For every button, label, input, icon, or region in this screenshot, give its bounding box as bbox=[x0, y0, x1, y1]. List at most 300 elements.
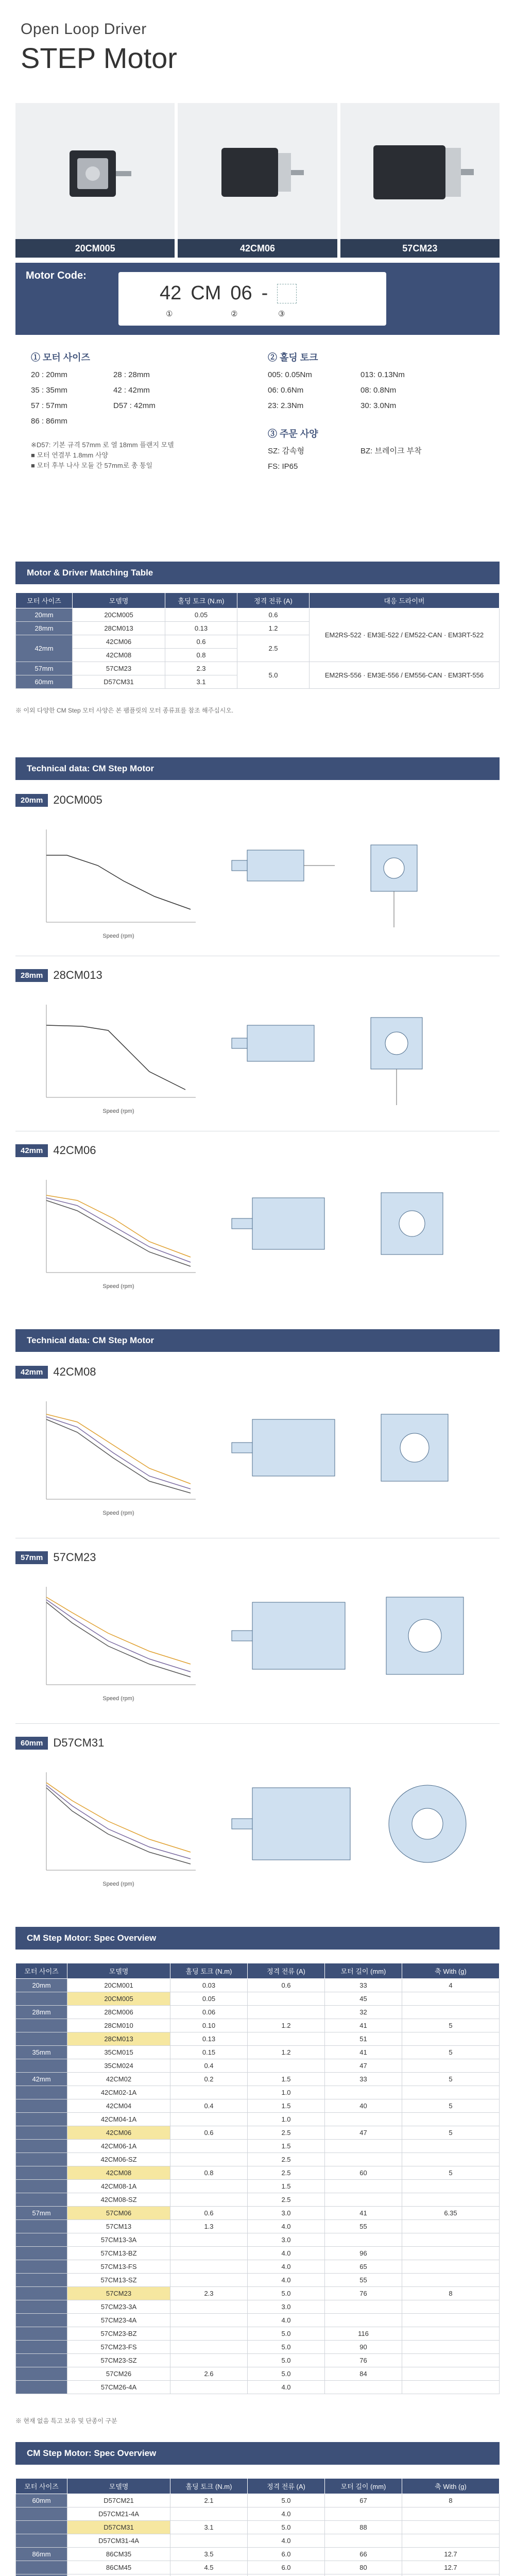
photo-caption: 42CM06 bbox=[178, 239, 337, 258]
table-cell: 0.13 bbox=[165, 622, 237, 635]
table-cell: 4.0 bbox=[248, 2247, 325, 2260]
table-cell: 42CM06 bbox=[73, 635, 165, 649]
table-cell: 42CM08-SZ bbox=[67, 2193, 170, 2207]
table-cell: 42mm bbox=[16, 2073, 67, 2086]
motor-tag bbox=[15, 1736, 104, 1750]
table-cell: 0.2 bbox=[170, 2073, 248, 2086]
table-row bbox=[16, 2274, 500, 2287]
table-cell: EM2RS-522 · EM3E-522 / EM522-CAN · EM3RT-522 bbox=[310, 608, 500, 662]
table-cell bbox=[402, 2534, 500, 2548]
table-cell bbox=[325, 2113, 402, 2126]
legend-item: 86 : 86mm bbox=[31, 417, 67, 426]
table-cell: 4.5 bbox=[170, 2561, 248, 2574]
table-cell bbox=[170, 2327, 248, 2341]
table-cell: 42CM06-SZ bbox=[67, 2153, 170, 2166]
table-cell bbox=[325, 2300, 402, 2314]
table-cell: 57CM13 bbox=[67, 2220, 170, 2233]
table-cell bbox=[16, 2507, 67, 2521]
table-cell: 42CM08 bbox=[67, 2166, 170, 2180]
table-cell: 33 bbox=[325, 1979, 402, 1992]
table-cell: 5.0 bbox=[248, 2327, 325, 2341]
table-row bbox=[16, 1992, 500, 2006]
table-cell: 57CM23 bbox=[73, 662, 165, 675]
table-cell bbox=[16, 2086, 67, 2099]
table-cell bbox=[16, 2113, 67, 2126]
table-cell: D57CM31 bbox=[67, 2521, 170, 2534]
motor-name: 42CM08 bbox=[53, 1365, 96, 1378]
col-header: 모델명 bbox=[73, 593, 165, 608]
table-cell: D57CM31 bbox=[73, 675, 165, 689]
separator bbox=[15, 1723, 500, 1724]
table-cell bbox=[170, 2247, 248, 2260]
dimension-drawing bbox=[216, 1170, 494, 1293]
legend-item: 30: 3.0Nm bbox=[360, 401, 397, 410]
col-header: 홀딩 토크 (N.m) bbox=[170, 2479, 248, 2494]
table-cell bbox=[402, 2140, 500, 2153]
table-cell bbox=[402, 2059, 500, 2073]
table-cell: 28CM013 bbox=[67, 2032, 170, 2046]
table-cell: D57CM21 bbox=[67, 2494, 170, 2507]
code-part-option-box bbox=[277, 284, 297, 303]
table-cell: 42CM02 bbox=[67, 2073, 170, 2086]
table-cell: 5.0 bbox=[248, 2494, 325, 2507]
table-cell: 5 bbox=[402, 2019, 500, 2032]
table-cell bbox=[325, 2534, 402, 2548]
table-cell: D57CM31-4A bbox=[67, 2534, 170, 2548]
table-cell bbox=[402, 2086, 500, 2099]
table-cell: 116 bbox=[325, 2327, 402, 2341]
table-cell bbox=[402, 2314, 500, 2327]
table-cell: 0.06 bbox=[170, 2006, 248, 2019]
table-cell: 2.5 bbox=[248, 2126, 325, 2140]
legend-item: FS: IP65 bbox=[268, 462, 298, 471]
legend-item: SZ: 감속형 bbox=[268, 447, 304, 455]
table-cell bbox=[402, 2574, 500, 2576]
motor-image bbox=[178, 103, 337, 239]
col-header: 모델명 bbox=[67, 2479, 170, 2494]
table-cell: 6.35 bbox=[402, 2207, 500, 2220]
motor-size-tag: 57mm bbox=[15, 1551, 48, 1564]
table-cell: 28mm bbox=[16, 622, 73, 635]
table-cell bbox=[402, 2260, 500, 2274]
table-cell: 2.1 bbox=[170, 2494, 248, 2507]
table-cell: 4.0 bbox=[248, 2274, 325, 2287]
table-row bbox=[16, 2548, 500, 2561]
col-header: 정격 전류 (A) bbox=[248, 1963, 325, 1979]
x-axis-label: Speed (rpm) bbox=[102, 1881, 134, 1887]
table-cell bbox=[248, 2032, 325, 2046]
table-cell bbox=[170, 2507, 248, 2521]
table-cell bbox=[402, 2341, 500, 2354]
table-cell: 5 bbox=[402, 2046, 500, 2059]
col-header: 모터 길이 (mm) bbox=[325, 1963, 402, 1979]
motor-size-tag: 20mm bbox=[15, 794, 48, 807]
table-cell bbox=[16, 2314, 67, 2327]
table-cell: 35CM024 bbox=[67, 2059, 170, 2073]
table-cell: 90 bbox=[325, 2341, 402, 2354]
table-cell bbox=[325, 2180, 402, 2193]
table-cell: 42CM04 bbox=[67, 2099, 170, 2113]
table-cell bbox=[16, 2059, 67, 2073]
motor-image bbox=[340, 103, 500, 239]
table-cell: 57CM13-BZ bbox=[67, 2247, 170, 2260]
table-row bbox=[16, 2367, 500, 2381]
table-cell: 57CM06 bbox=[67, 2207, 170, 2220]
table-row bbox=[16, 2507, 500, 2521]
table-cell bbox=[325, 2507, 402, 2521]
table-cell: 60mm bbox=[16, 2494, 67, 2507]
product-photos bbox=[0, 103, 515, 258]
table-cell: 35CM015 bbox=[67, 2046, 170, 2059]
torque-chart bbox=[21, 994, 206, 1118]
section-tech-title: Technical data: CM Step Motor bbox=[15, 757, 500, 780]
table-cell bbox=[16, 2233, 67, 2247]
motor-name: D57CM31 bbox=[53, 1736, 105, 1749]
table-cell: 0.4 bbox=[170, 2059, 248, 2073]
table-cell bbox=[325, 2574, 402, 2576]
table-row bbox=[16, 2341, 500, 2354]
table-cell: 55 bbox=[325, 2220, 402, 2233]
table-cell: 41 bbox=[325, 2207, 402, 2220]
table-cell: 1.3 bbox=[170, 2220, 248, 2233]
code-part-size: 42 bbox=[160, 282, 182, 304]
table-cell: 0.05 bbox=[165, 608, 237, 622]
table-cell bbox=[16, 2354, 67, 2367]
table-cell: 47 bbox=[325, 2126, 402, 2140]
table-cell: 6.0 bbox=[248, 2548, 325, 2561]
table-cell bbox=[16, 2260, 67, 2274]
table-cell: 80 bbox=[325, 2561, 402, 2574]
col-header: 대응 드라이버 bbox=[310, 593, 500, 608]
table-cell bbox=[16, 2019, 67, 2032]
table-cell bbox=[16, 2341, 67, 2354]
table-cell: 55 bbox=[325, 2274, 402, 2287]
table-row bbox=[16, 1979, 500, 1992]
table-cell bbox=[402, 2233, 500, 2247]
table-row bbox=[16, 608, 500, 622]
table-row bbox=[16, 2140, 500, 2153]
table-cell: 60mm bbox=[16, 675, 73, 689]
table-cell: 28CM010 bbox=[67, 2019, 170, 2032]
table-cell bbox=[170, 2381, 248, 2394]
table-cell bbox=[170, 2274, 248, 2287]
table-cell: 57CM13-SZ bbox=[67, 2274, 170, 2287]
table-cell: 1.5 bbox=[248, 2140, 325, 2153]
table-cell: EM2RS-556 · EM3E-556 / EM556-CAN · EM3RT-556 bbox=[310, 662, 500, 689]
table-cell: 2.3 bbox=[165, 662, 237, 675]
dimension-drawing bbox=[216, 1762, 494, 1896]
table-cell: 57CM13-3A bbox=[67, 2233, 170, 2247]
table-cell bbox=[170, 2153, 248, 2166]
table-cell bbox=[170, 2341, 248, 2354]
table-cell: 28mm bbox=[16, 2006, 67, 2019]
table-cell: 57mm bbox=[16, 2207, 67, 2220]
col-header: 모터 길이 (mm) bbox=[325, 2479, 402, 2494]
table-cell: 4.0 bbox=[248, 2220, 325, 2233]
table-cell: 0.8 bbox=[170, 2166, 248, 2180]
table-cell: 3.5 bbox=[170, 2548, 248, 2561]
legend-item: 08: 0.8Nm bbox=[360, 386, 397, 395]
table-cell: 0.03 bbox=[170, 1979, 248, 1992]
motor-tag bbox=[15, 969, 102, 982]
motor-name: 57CM23 bbox=[53, 1551, 96, 1564]
table-cell bbox=[248, 2006, 325, 2019]
col-header: 모터 사이즈 bbox=[16, 2479, 67, 2494]
motor-name: 20CM005 bbox=[53, 793, 102, 806]
table-cell bbox=[170, 2113, 248, 2126]
table-cell: 1.0 bbox=[248, 2086, 325, 2099]
col-header: 축 With (g) bbox=[402, 2479, 500, 2494]
table-cell bbox=[170, 2233, 248, 2247]
table-cell: 57CM23 bbox=[67, 2287, 170, 2300]
table-cell bbox=[402, 2381, 500, 2394]
table-row bbox=[16, 2046, 500, 2059]
photo-caption: 20CM005 bbox=[15, 239, 175, 258]
motor-size-tag: 60mm bbox=[15, 1737, 48, 1750]
table-cell: 2.3 bbox=[170, 2287, 248, 2300]
photo-caption: 57CM23 bbox=[340, 239, 500, 258]
section-tech-title-2: Technical data: CM Step Motor bbox=[15, 1329, 500, 1352]
table-cell: 5 bbox=[402, 2166, 500, 2180]
table-cell: 1.2 bbox=[237, 622, 310, 635]
table-cell: 57CM23-BZ bbox=[67, 2327, 170, 2341]
table-cell bbox=[248, 2059, 325, 2073]
torque-chart bbox=[21, 1762, 206, 1896]
table-cell bbox=[402, 2006, 500, 2019]
table-row bbox=[16, 2300, 500, 2314]
torque-chart bbox=[21, 819, 206, 943]
table-cell: 5.0 bbox=[248, 2354, 325, 2367]
table-cell bbox=[170, 2260, 248, 2274]
table-cell: 88 bbox=[325, 2521, 402, 2534]
table-row bbox=[16, 2521, 500, 2534]
table-cell: 57CM23-FS bbox=[67, 2341, 170, 2354]
motor-tag bbox=[15, 793, 102, 807]
table-cell: 57CM23-3A bbox=[67, 2300, 170, 2314]
table-cell: 47 bbox=[325, 2059, 402, 2073]
torque-chart bbox=[21, 1577, 206, 1710]
table-cell bbox=[325, 2193, 402, 2207]
table-cell: 20CM005 bbox=[67, 1992, 170, 2006]
table-cell bbox=[16, 2247, 67, 2260]
legend-item: 06: 0.6Nm bbox=[268, 386, 304, 395]
table-cell: 2.5 bbox=[237, 635, 310, 662]
legend-size-title: ① 모터 사이즈 bbox=[31, 352, 90, 363]
table-cell: 4.0 bbox=[248, 2381, 325, 2394]
table-cell: 0.6 bbox=[170, 2126, 248, 2140]
table-cell: 65 bbox=[325, 2260, 402, 2274]
table-cell: 42CM02-1A bbox=[67, 2086, 170, 2099]
page-subtitle: Open Loop Driver bbox=[21, 21, 147, 38]
motor-code-row bbox=[160, 282, 297, 304]
table-cell bbox=[402, 2367, 500, 2381]
table-row bbox=[16, 2086, 500, 2099]
table-cell: 45 bbox=[325, 1992, 402, 2006]
table-row bbox=[16, 2260, 500, 2274]
legend-item: BZ: 브레이크 부착 bbox=[360, 447, 422, 455]
table-cell: 42CM06 bbox=[67, 2126, 170, 2140]
legend-item: 20 : 20mm bbox=[31, 370, 67, 379]
legend-item: 23: 2.3Nm bbox=[268, 401, 304, 410]
table-cell bbox=[170, 2534, 248, 2548]
table-cell: 3.1 bbox=[165, 675, 237, 689]
motor-image bbox=[15, 103, 175, 239]
table-cell bbox=[402, 2300, 500, 2314]
x-axis-label: Speed (rpm) bbox=[102, 1283, 134, 1290]
motor-name: 28CM013 bbox=[53, 969, 102, 981]
table-cell bbox=[16, 2534, 67, 2548]
table-cell bbox=[16, 2274, 67, 2287]
table-cell bbox=[16, 2126, 67, 2140]
table-row bbox=[16, 2574, 500, 2576]
x-axis-label: Speed (rpm) bbox=[102, 1510, 134, 1516]
table-row bbox=[16, 2534, 500, 2548]
table-cell: 0.10 bbox=[170, 2019, 248, 2032]
table-cell: 5.0 bbox=[248, 2341, 325, 2354]
legend-item: 57 : 57mm bbox=[31, 401, 67, 410]
table-cell: 0.6 bbox=[237, 608, 310, 622]
table-cell bbox=[16, 2153, 67, 2166]
table-cell: 4.0 bbox=[248, 2534, 325, 2548]
table-cell: 35mm bbox=[16, 2046, 67, 2059]
table-cell: 32 bbox=[325, 2006, 402, 2019]
motor-size-tag: 42mm bbox=[15, 1366, 48, 1379]
photo-card bbox=[15, 103, 175, 258]
x-axis-label: Speed (rpm) bbox=[102, 1108, 134, 1114]
table-cell bbox=[16, 1992, 67, 2006]
table-cell bbox=[402, 2247, 500, 2260]
section-spec-title: CM Step Motor: Spec Overview bbox=[15, 1927, 500, 1950]
table-cell: 0.6 bbox=[165, 635, 237, 649]
table-cell: 4 bbox=[402, 1979, 500, 1992]
table-cell: 86CM35 bbox=[67, 2548, 170, 2561]
table-cell bbox=[16, 2521, 67, 2534]
table-cell bbox=[170, 2574, 248, 2576]
table-cell: 5 bbox=[402, 2126, 500, 2140]
table-cell: 8 bbox=[402, 2494, 500, 2507]
table-cell bbox=[248, 1992, 325, 2006]
table-cell: 4.0 bbox=[248, 2260, 325, 2274]
table-cell: 42CM08-1A bbox=[67, 2180, 170, 2193]
table-row bbox=[16, 2073, 500, 2086]
table-cell bbox=[170, 2354, 248, 2367]
table-cell bbox=[402, 2327, 500, 2341]
col-header: 모델명 bbox=[67, 1963, 170, 1979]
table-cell: 86CM45 bbox=[67, 2561, 170, 2574]
table-cell: 67 bbox=[325, 2494, 402, 2507]
table-cell bbox=[170, 2086, 248, 2099]
table-cell bbox=[402, 2274, 500, 2287]
table-cell: 2.5 bbox=[248, 2166, 325, 2180]
table-row bbox=[16, 2193, 500, 2207]
spec-table bbox=[15, 1963, 500, 2394]
table-cell bbox=[16, 2561, 67, 2574]
table-cell bbox=[170, 2300, 248, 2314]
table-cell: 76 bbox=[325, 2287, 402, 2300]
table-cell: 5 bbox=[402, 2073, 500, 2086]
table-cell: 5 bbox=[402, 2099, 500, 2113]
motor-tag bbox=[15, 1551, 96, 1564]
table-cell: 2.6 bbox=[170, 2367, 248, 2381]
table-cell: 0.05 bbox=[170, 1992, 248, 2006]
table-cell bbox=[67, 2574, 170, 2576]
legend-size bbox=[31, 350, 227, 471]
table-cell: 0.6 bbox=[248, 1979, 325, 1992]
code-num-3: ③ bbox=[278, 310, 285, 318]
table-cell: 5.0 bbox=[248, 2287, 325, 2300]
table-cell: 20CM005 bbox=[73, 608, 165, 622]
torque-chart bbox=[21, 1170, 206, 1293]
table-cell: 4.0 bbox=[248, 2507, 325, 2521]
table-cell: 84 bbox=[325, 2367, 402, 2381]
photo-card bbox=[178, 103, 337, 258]
dimension-drawing bbox=[216, 1577, 494, 1710]
table-row bbox=[16, 2287, 500, 2300]
code-num-1: ① bbox=[166, 310, 173, 318]
table-cell: 12.7 bbox=[402, 2561, 500, 2574]
col-header: 모터 사이즈 bbox=[16, 593, 73, 608]
col-header: 정격 전류 (A) bbox=[248, 2479, 325, 2494]
table-row bbox=[16, 2354, 500, 2367]
table-row bbox=[16, 2327, 500, 2341]
table-cell: 40 bbox=[325, 2099, 402, 2113]
table-row bbox=[16, 2153, 500, 2166]
table-cell bbox=[325, 2381, 402, 2394]
dimension-drawing bbox=[216, 1391, 494, 1525]
table-cell bbox=[325, 2153, 402, 2166]
table-cell: 0.15 bbox=[170, 2046, 248, 2059]
table-cell: 60 bbox=[325, 2166, 402, 2180]
table-cell: 6.0 bbox=[248, 2561, 325, 2574]
table-row bbox=[16, 2019, 500, 2032]
table-cell: 28CM006 bbox=[67, 2006, 170, 2019]
col-header: 정격 전류 (A) bbox=[237, 593, 310, 608]
table-cell: 4.0 bbox=[248, 2314, 325, 2327]
table-cell bbox=[170, 2180, 248, 2193]
table-row bbox=[16, 2381, 500, 2394]
col-header: 모터 사이즈 bbox=[16, 1963, 67, 1979]
table-cell bbox=[16, 2327, 67, 2341]
table-cell bbox=[402, 2507, 500, 2521]
table-cell bbox=[325, 2140, 402, 2153]
table-row bbox=[16, 2180, 500, 2193]
col-header: 홀딩 토크 (N.m) bbox=[170, 1963, 248, 1979]
col-header: 홀딩 토크 (N.m) bbox=[165, 593, 237, 608]
motor-size-tag: 42mm bbox=[15, 1144, 48, 1157]
table-cell bbox=[16, 2300, 67, 2314]
table-cell: 1.2 bbox=[248, 2046, 325, 2059]
table-cell: 57CM26-4A bbox=[67, 2381, 170, 2394]
motor-tag bbox=[15, 1144, 96, 1157]
table-cell: 20mm bbox=[16, 1979, 67, 1992]
table-cell: 1.5 bbox=[248, 2073, 325, 2086]
table-cell: 33 bbox=[325, 2073, 402, 2086]
table-cell: 57CM23-SZ bbox=[67, 2354, 170, 2367]
table-cell bbox=[16, 2367, 67, 2381]
table-cell bbox=[16, 2381, 67, 2394]
motor-tag bbox=[15, 1365, 96, 1379]
dimension-drawing bbox=[216, 819, 494, 943]
table-cell: 0.8 bbox=[165, 649, 237, 662]
table-cell bbox=[325, 2314, 402, 2327]
table-cell bbox=[325, 2233, 402, 2247]
table-cell: 42mm bbox=[16, 635, 73, 662]
table-cell: 3.0 bbox=[248, 2233, 325, 2247]
table-cell bbox=[16, 2220, 67, 2233]
table-row bbox=[16, 2494, 500, 2507]
table-cell bbox=[16, 2574, 67, 2576]
section-spec-title-2: CM Step Motor: Spec Overview bbox=[15, 2442, 500, 2465]
